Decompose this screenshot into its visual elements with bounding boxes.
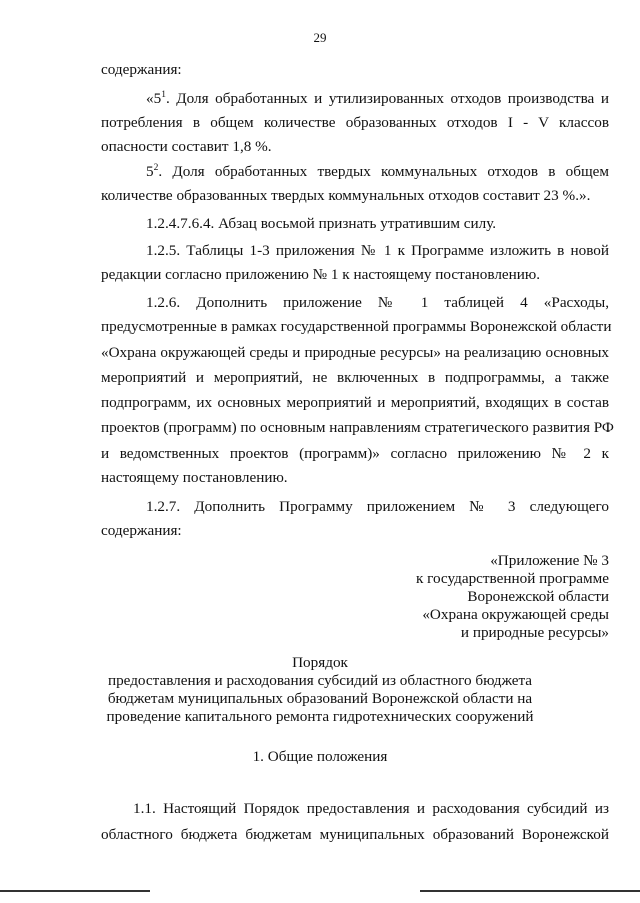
text-line: настоящему постановлению. [101, 469, 288, 486]
rule-segment [420, 890, 640, 892]
text-line: опасности составит 1,8 %. [101, 138, 272, 155]
text-line: потребления в общем количестве образованных отходов I - V классов [101, 114, 609, 131]
rule-segment [0, 890, 150, 892]
section-heading: 1. Общие положения [252, 748, 388, 765]
page-edge-rule [0, 890, 640, 892]
page-number: 29 [313, 30, 327, 45]
text-line: 1.2.6. Дополнить приложение № 1 таблицей 4 «Расходы, [146, 294, 609, 311]
appendix-heading: и природные ресурсы» [460, 624, 609, 641]
text-line: содержания: [101, 522, 182, 539]
text-line: содержания: [101, 61, 182, 78]
document-title: предоставления и расходования субсидий из областного бюджета [107, 672, 533, 689]
text-line: и ведомственных проектов (программ)» согласно приложению № 2 к [101, 445, 609, 462]
text-line: редакции согласно приложению № 1 к настоящему постановлению. [101, 266, 541, 283]
text-line: проектов (программ) по основным направлениям стратегического развития РФ [101, 419, 614, 436]
text-line [146, 162, 609, 181]
text-line: количестве образованных твердых коммунальных отходов составит 23 %.». [101, 187, 591, 204]
appendix-heading: к государственной программе [415, 570, 609, 587]
appendix-heading: «Приложение № 3 [490, 552, 609, 569]
superscript: 2 [153, 163, 159, 173]
appendix-heading: «Охрана окружающей среды [422, 606, 609, 623]
superscript: 1 [161, 90, 166, 100]
text-run: «5 [146, 90, 162, 107]
text-run: . Доля обработанных твердых коммунальных отходов в общем [158, 163, 609, 180]
text-line: областного бюджета бюджетам муниципальных образований Воронежской [101, 826, 609, 843]
text-run: 5 [146, 163, 154, 180]
text-line: 1.2.5. Таблицы 1-3 приложения № 1 к Программе изложить в новой [146, 242, 609, 259]
document-title: бюджетам муниципальных образований Воронежской области на [107, 690, 533, 707]
text-line: мероприятий и мероприятий, не включенных в подпрограммы, а также [101, 369, 609, 386]
text-line: 1.2.7. Дополнить Программу приложением № 3 следующего [146, 498, 609, 515]
text-line: подпрограмм, их основных мероприятий и мероприятий, входящих в состав [101, 394, 609, 411]
text-run: . Доля обработанных и утилизированных отходов производства и [165, 90, 609, 107]
text-line: 1.1. Настоящий Порядок предоставления и расходования субсидий из [133, 800, 609, 817]
appendix-heading: Воронежской области [467, 588, 609, 605]
text-line: предусмотренные в рамках государственной программы Воронежской области [101, 318, 612, 335]
text-line [146, 89, 609, 108]
document-title: проведение капитального ремонта гидротехнических сооружений [106, 708, 534, 725]
text-line: «Охрана окружающей среды и природные ресурсы» на реализацию основных [101, 344, 609, 361]
text-line: 1.2.4.7.6.4. Абзац восьмой признать утратившим силу. [146, 215, 497, 232]
document-title: Порядок [292, 654, 348, 671]
